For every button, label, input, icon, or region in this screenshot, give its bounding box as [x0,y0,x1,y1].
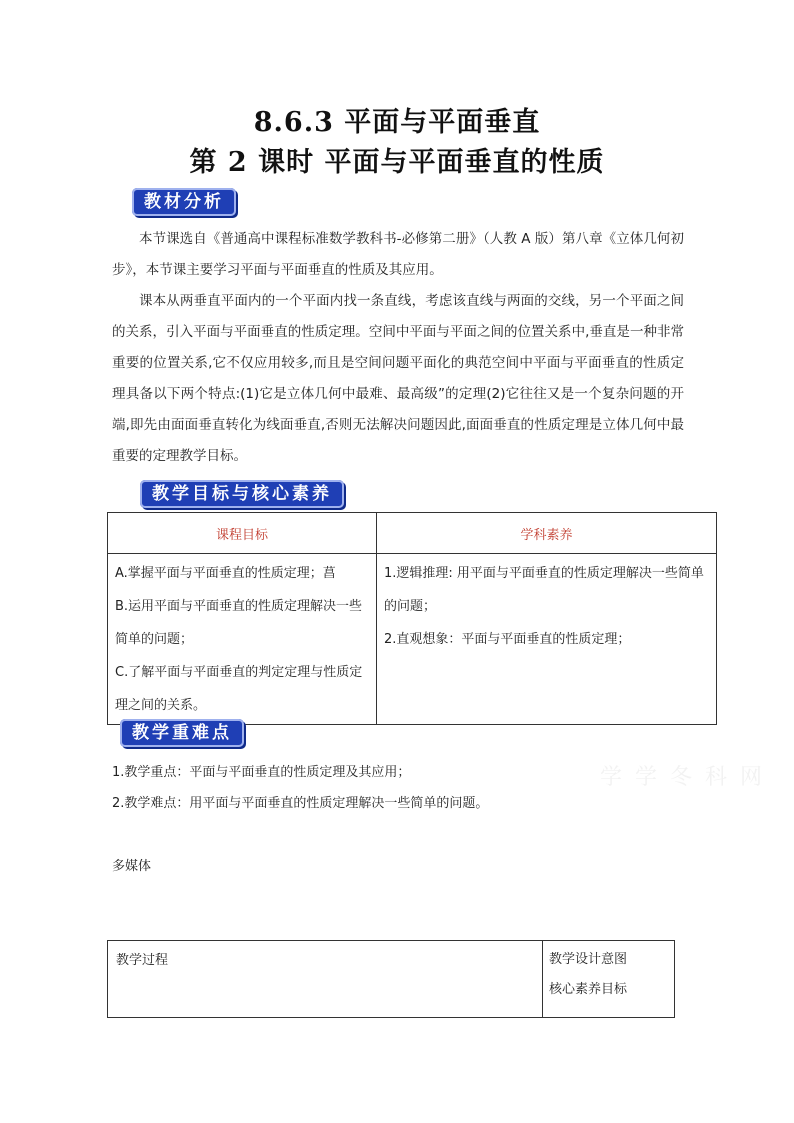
process-table [107,940,675,1018]
watermark-text: 学 学 冬 科 网 [600,765,765,790]
goals-table-row [108,554,717,725]
goals-table-header-row [108,513,717,554]
process-table-row [108,941,675,1018]
process-header-cell: 教学过程 [108,941,543,1018]
goals-course-cell [108,554,377,725]
analysis-paragraph-1: 本节课选自《普通高中课程标准数学教科书-必修第二册》（人教 A 版）第八章《立体几何初步》，本节课主要学习平面与平面垂直的性质及其应用。 [112,231,684,278]
lesson-subtitle: 第 2 课时 平面与平面垂直的性质 [189,147,605,178]
goals-literacy-cell [377,554,717,725]
section-heading-analysis: 教材分析 [132,188,236,216]
course-goal-a: A.掌握平面与平面垂直的性质定理；菖 [115,566,336,581]
media-text: 多媒体 [112,859,152,874]
section-heading-key-points: 教学重难点 [120,719,244,747]
key-point-item: 1.教学重点：平面与平面垂直的性质定理及其应用； [112,765,411,780]
core-literacy-label: 核心素养目标 [549,982,628,997]
difficult-point-item: 2.教学难点：用平面与平面垂直的性质定理解决一些简单的问题。 [112,796,489,811]
design-intent-cell [543,941,675,1018]
goals-header-course: 课程目标 [108,513,377,554]
design-intent-label: 教学设计意图 [549,952,628,967]
analysis-paragraph-2: 课本从两垂直平面内的一个平面内找一条直线，考虑该直线与两面的交线，另一个平面之间的关系，引入平面与平面垂直的性质定理。空间中平面与平面之间的位置关系中,垂直是一种非常重要的位置关系,它不仅应用较多,而且是空间问题平面化的典范空间中平面与平面垂直的性质定理具备以下两个特点:(1)它是立体几何中最难、最高级”的定理(2)它往往又是一个复杂问题的开端,即先由面面垂直转化为线面垂直,否则无法解决问题因此,面面垂直的性质定理是立体几何中最重要的定理教学目标。 [112,293,684,464]
goals-header-literacy: 学科素养 [377,513,717,554]
course-goal-b: B.运用平面与平面垂直的性质定理解决一些简单的问题； [115,599,363,647]
literacy-item-2: 2.直观想象：平面与平面垂直的性质定理； [384,632,631,647]
lesson-title: 8.6.3 平面与平面垂直 [253,107,541,138]
course-goal-c: C.了解平面与平面垂直的判定定理与性质定理之间的关系。 [115,665,363,713]
goals-table [107,512,717,725]
literacy-item-1: 1.逻辑推理: 用平面与平面垂直的性质定理解决一些简单的问题； [384,566,704,614]
section-heading-goals: 教学目标与核心素养 [140,480,344,508]
